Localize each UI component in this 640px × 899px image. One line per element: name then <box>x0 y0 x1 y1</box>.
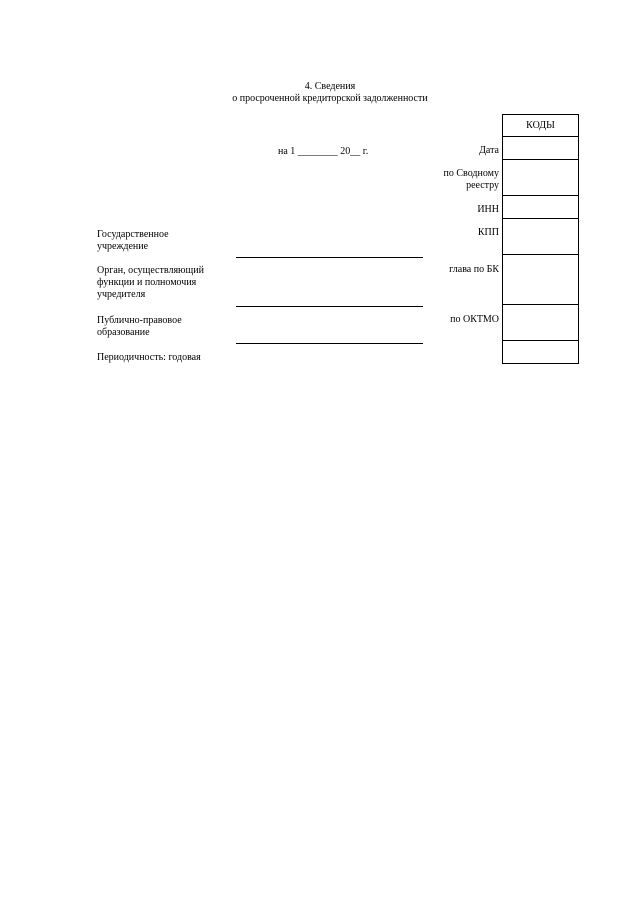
organ-label-line2: функции и полномочия <box>97 277 197 288</box>
code-cell-kpp[interactable] <box>503 219 579 255</box>
code-cell-periodicity[interactable] <box>503 341 579 364</box>
date-label: Дата <box>479 145 499 156</box>
kpp-label: КПП <box>477 227 499 238</box>
gos-uchrezhdenie-label-line1: Государственное <box>97 229 169 240</box>
ppo-label-line1: Публично-правовое <box>97 315 182 326</box>
svodny-label-line2: реестру <box>466 180 499 191</box>
ppo-input-line[interactable] <box>236 343 423 344</box>
organ-input-line[interactable] <box>236 306 423 307</box>
code-cell-inn[interactable] <box>503 196 579 219</box>
code-cell-oktmo[interactable] <box>503 305 579 341</box>
report-date-field[interactable]: на 1 ________ 20__ г. <box>278 146 369 157</box>
organ-label-line1: Орган, осуществляющий <box>97 265 204 276</box>
gos-uchrezhdenie-input-line[interactable] <box>236 257 423 258</box>
form-title: 4. Сведения <box>304 81 356 92</box>
form-subtitle: о просроченной кредиторской задолженности <box>232 93 428 104</box>
codes-header: КОДЫ <box>503 115 579 137</box>
svodny-label-line1: по Сводному <box>443 168 499 179</box>
inn-label: ИНН <box>477 204 499 215</box>
code-cell-svodny[interactable] <box>503 160 579 196</box>
organ-label-line3: учредителя <box>97 289 146 300</box>
periodicity-label: Периодичность: годовая <box>97 352 201 363</box>
ppo-label-line2: образование <box>97 327 150 338</box>
codes-table <box>502 114 579 364</box>
code-cell-glava-bk[interactable] <box>503 255 579 305</box>
code-cell-date[interactable] <box>503 137 579 160</box>
gos-uchrezhdenie-label-line2: учреждение <box>97 241 149 252</box>
glava-bk-label: глава по БК <box>449 264 499 275</box>
oktmo-label: по ОКТМО <box>450 314 499 325</box>
